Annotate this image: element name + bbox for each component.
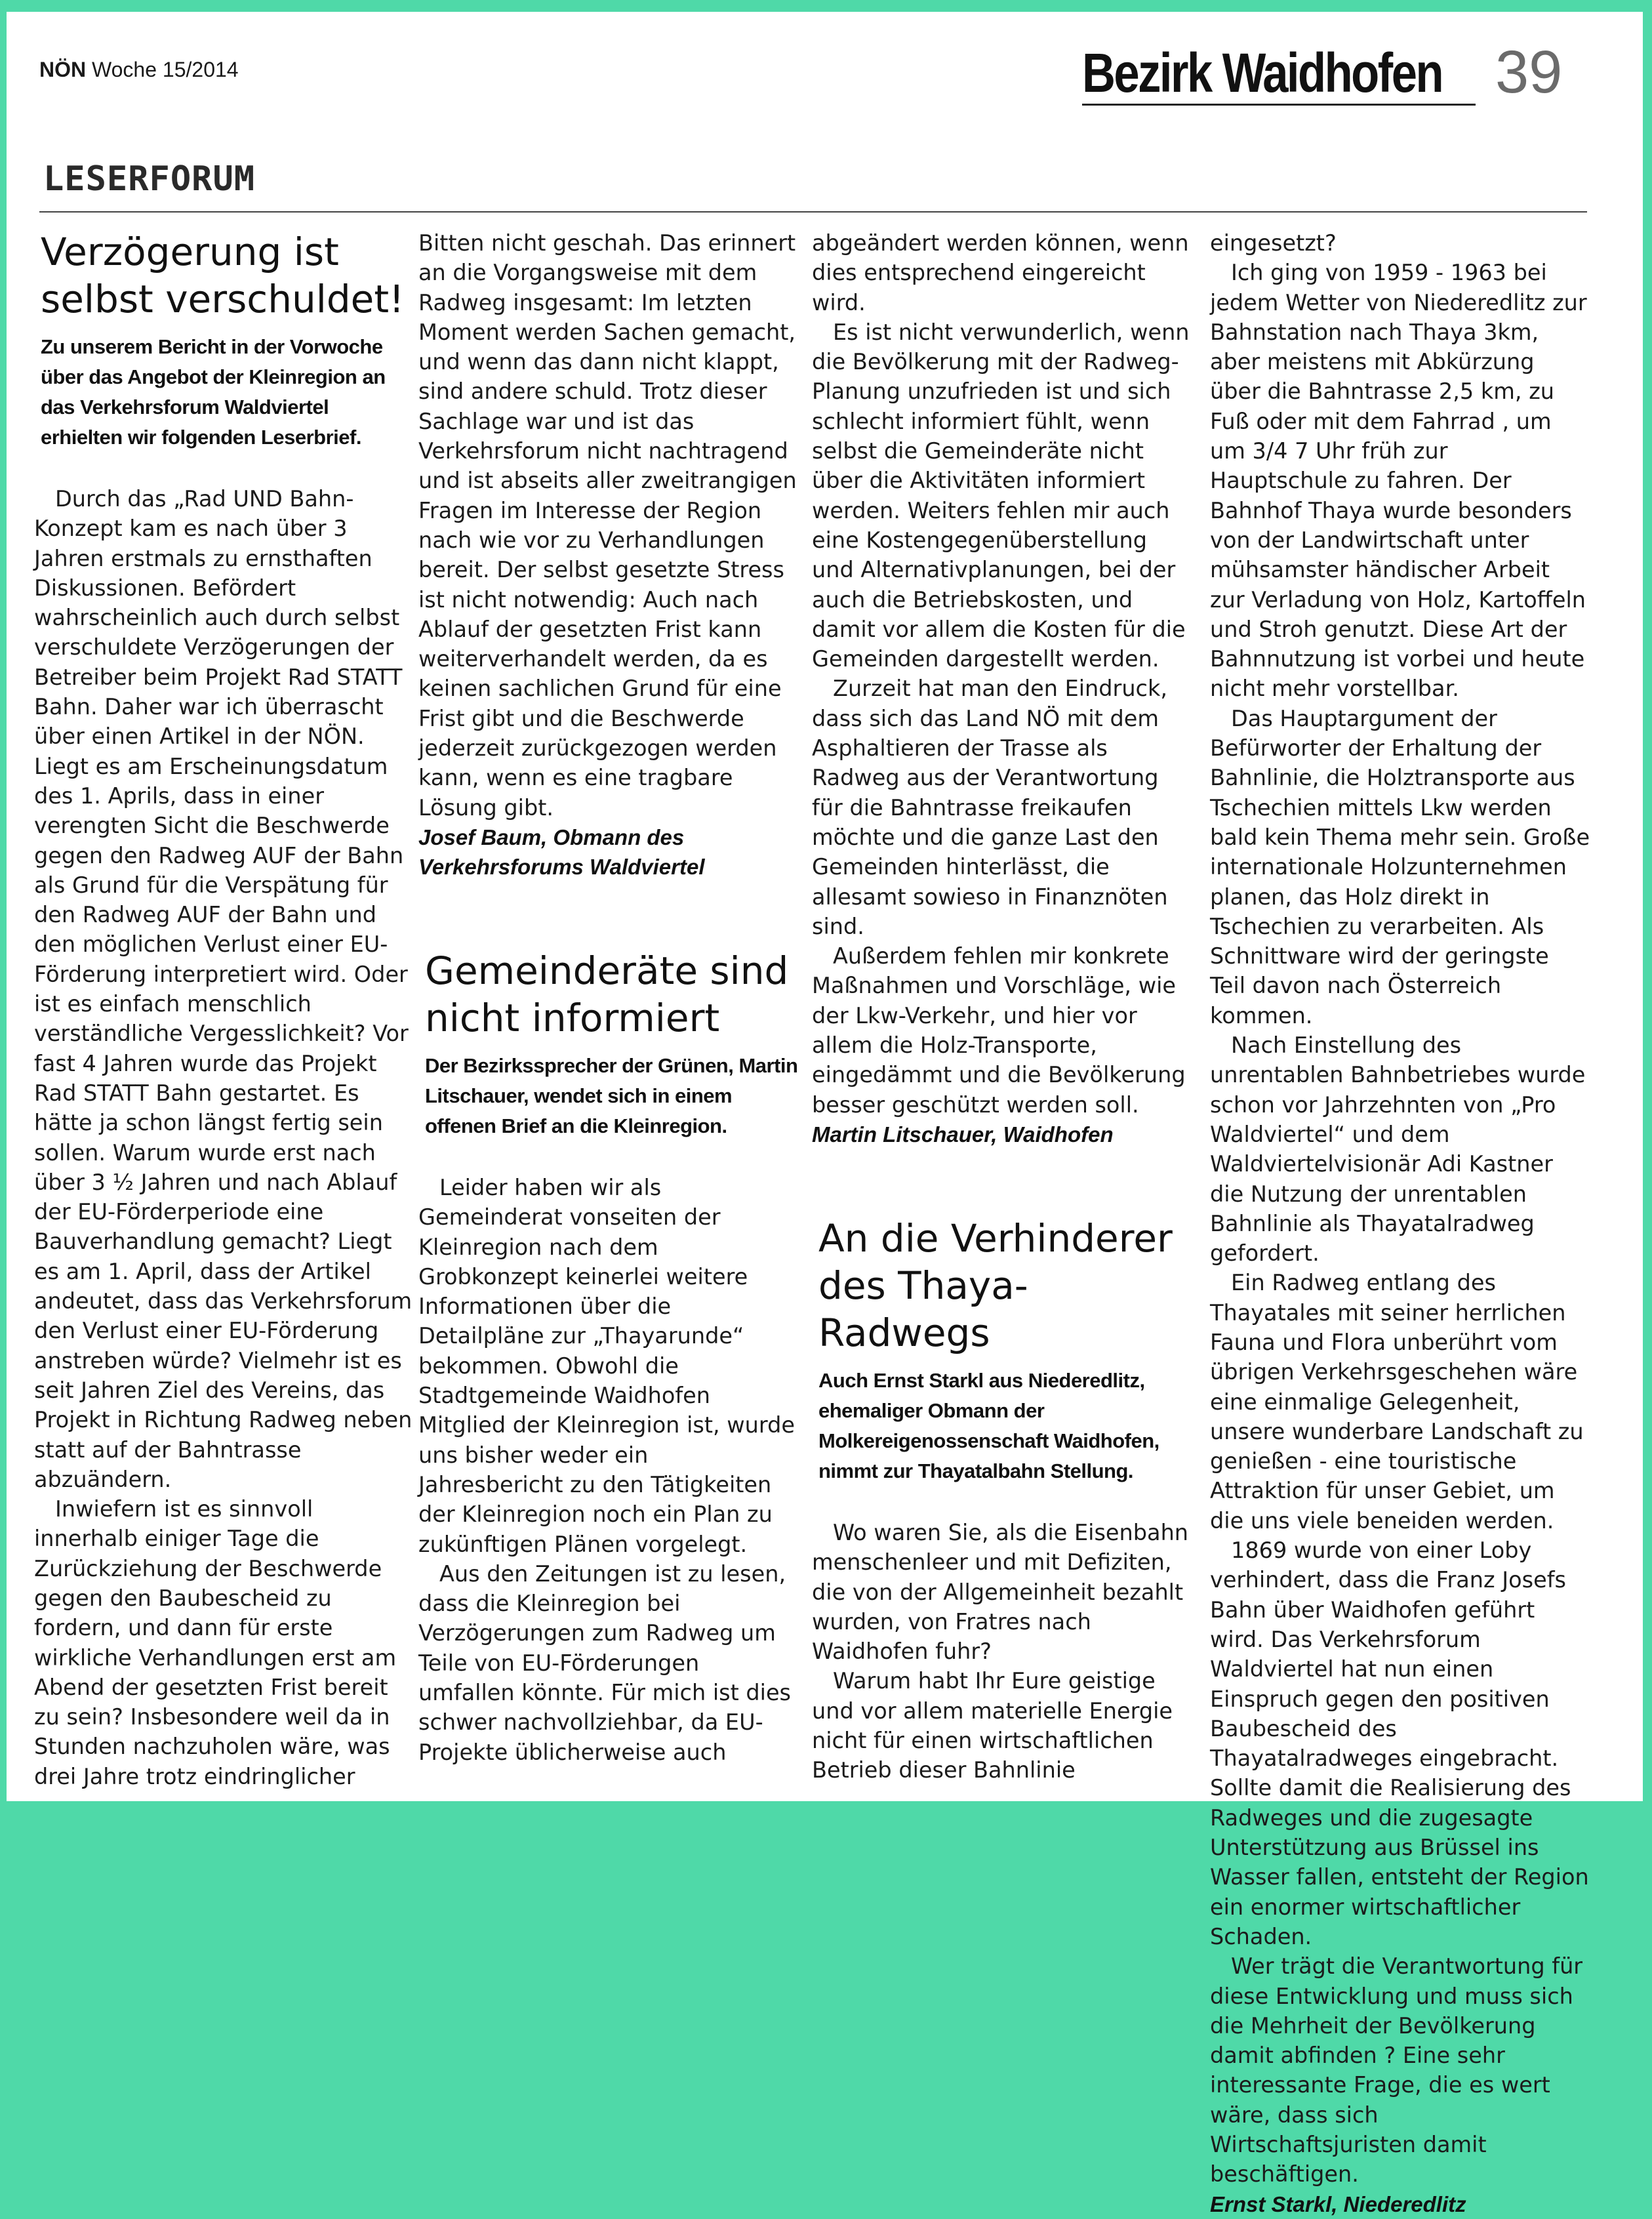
letter-gap xyxy=(418,882,799,947)
letter-2-paragraph: Leider haben wir als Gemeinderat vonseiten der Kleinregion nach dem Grobkonzept keinerlei weitere Informationen über die Detailpläne zur „Thayarunde“ bekommen. Obwohl die Stadtgemeinde Waidhofen Mitglied der Kleinregion ist, wurde uns bisher weder ein Jahresbericht zu den Tätigkeiten der Kleinregion noch ein Plan zu zukünftigen Plänen vorgelegt. xyxy=(418,1174,795,1557)
letter-3-paragraph: 1869 wurde von einer Loby verhindert, dass die Franz Josefs Bahn über Waidhofen geführt wird. Das Verkehrsforum Waldviertel hat nun einen Einspruch gegen den positiven Baubescheid des Thayatalradweges eingebracht. Sollte damit die Realisierung des Radweges und die zugesagte Unterstützung aus Brüssel ins Wasser fallen, entsteht der Region ein enormer wirtschaftlicher Schaden. xyxy=(1210,1537,1589,1949)
letter-3-paragraph-continued: eingesetzt? xyxy=(1210,230,1337,256)
letter-1-intro: Zu unserem Bericht in der Vorwoche über das Angebot der Kleinregion an das Verkehrsforum Waldviertel erhielten wir folgenden Leserbrief. xyxy=(41,335,386,449)
column-4 xyxy=(1210,228,1590,2216)
letter-3-paragraph: Ich ging von 1959 - 1963 bei jedem Wetter von Niederedlitz zur Bahnstation nach Thaya 3km, aber meistens mit Abkürzung über die Bahntrasse 2,5 km, zu Fuß oder mit dem Fahrrad , um um 3/4 7 Uhr früh zur Hauptschule zu fahren. Der Bahnhof Thaya wurde besonders von der Landwirtschaft unter mühsamster händischer Arbeit zur Verladung von Holz, Kartoffeln und Stroh genutzt. Diese Art der Bahnnutzung ist vorbei und heute nicht mehr vorstellbar. xyxy=(1210,260,1587,702)
letter-2-paragraph: Es ist nicht verwunderlich, wenn die Bevölkerung mit der Radweg-Planung unzufrieden ist und sich schlecht informiert fühlt, wenn selbst die Gemeinderäte nicht über die Aktivitäten informiert werden. Weiters fehlen mir auch eine Kostengegenüberstellung und Alternativplanungen, bei der auch die Betriebskosten, und damit vor allem die Kosten für die Gemeinden dargestellt werden. xyxy=(812,319,1190,672)
letter-1-headline: Verzögerung ist selbst verschuldet! xyxy=(41,230,405,321)
page-number: 39 xyxy=(1495,39,1563,106)
issue-label: Woche 15/2014 xyxy=(92,58,239,81)
letter-1-paragraph-continued: Bitten nicht geschah. Das erinnert an die Vorgangsweise mit dem Radweg insgesamt: Im letzten Moment werden Sachen gemacht, und wenn das dann nicht klappt, sind andere schuld. Trotz dieser Sachlage war und ist das Verkehrsforum nicht nachtragend und ist abseits aller zweitrangigen Fragen im Interesse der Region nach wie vor zu Verhandlungen bereit. Der selbst gesetzte Stress ist nicht notwendig: Auch nach Ablauf der gesetzten Frist kann weiterverhandelt werden, da es keinen sachlichen Grund für eine Frist gibt und die Beschwerde jederzeit zurückgezogen werden kann, wenn es eine tragbare Lösung gibt. xyxy=(418,230,797,821)
section-title: Bezirk Waidhofen xyxy=(1082,42,1443,104)
letter-3-headline: An die Verhinderer des Thaya-Radwegs xyxy=(818,1215,1173,1355)
letter-gap xyxy=(812,1149,1192,1215)
letter-2-paragraph-continued: abgeändert werden können, wenn dies entsprechend eingereicht wird. xyxy=(812,230,1189,316)
letter-3-paragraph: Warum habt Ihr Eure geistige und vor allem materielle Energie nicht für einen wirtschaftlichen Betrieb dieser Bahnlinie xyxy=(812,1668,1173,1783)
forum-rule xyxy=(39,211,1587,213)
header-rule xyxy=(1082,104,1476,106)
letter-3-paragraph: Wer trägt die Verantwortung für diese Entwicklung und muss sich die Mehrheit der Bevölkerung damit abfinden ? Eine sehr interessante Frage, die es wert wäre, dass sich Wirtschaftsjuristen damit beschäftigen. xyxy=(1210,1953,1583,2188)
letter-2-signature: Martin Litschauer, Waidhofen xyxy=(812,1122,1114,1147)
letter-3-paragraph: Nach Einstellung des unrentablen Bahnbetriebes wurde schon vor Jahrzehnten von „Pro Waldviertel“ und dem Waldviertelvisionär Adi Kastner die Nutzung der unrentablen Bahnlinie als Thayatalradweg gefordert. xyxy=(1210,1032,1586,1267)
letter-2-intro: Der Bezirkssprecher der Grünen, Martin Litschauer, wendet sich in einem offenen Brief an die Kleinregion. xyxy=(425,1053,798,1137)
column-3 xyxy=(812,228,1192,1796)
letter-1-paragraph: Inwiefern ist es sinnvoll innerhalb einiger Tage die Zurückziehung der Beschwerde gegen den Baubescheid zu fordern, und dann für erste wirkliche Verhandlungen erst am Abend der gesetzten Frist bereit zu sein? Insbesondere weil da in Stunden nachzuholen wäre, was drei Jahre trotz eindringlicher xyxy=(34,1496,397,1789)
letter-2-headline: Gemeinderäte sind nicht informiert xyxy=(425,948,789,1040)
forum-label: LESERFORUM xyxy=(43,159,256,199)
letter-3-paragraph: Das Hauptargument der Befürworter der Erhaltung der Bahnlinie, die Holztransporte aus Tschechien mittels Lkw werden bald kein Thema mehr sein. Große internationale Holzunternehmen planen, das Holz direkt in Tschechien zu verarbeiten. Als Schnittware wird der geringste Teil davon nach Österreich kommen. xyxy=(1210,705,1590,1028)
letter-2-paragraph: Zurzeit hat man den Eindruck, dass sich das Land NÖ mit dem Asphaltieren der Trasse als Radweg aus der Verantwortung für die Bahntrasse freikaufen möchte und die ganze Last den Gemeinden hinterlässt, die allesamt sowieso in Finanznöten sind. xyxy=(812,676,1168,939)
letter-1-signature: Josef Baum, Obmann des Verkehrsforums Waldviertel xyxy=(418,824,705,879)
letter-1-paragraph: Durch das „Rad UND Bahn-Konzept kam es nach über 3 Jahren erstmals zu ernsthaften Diskussionen. Befördert wahrscheinlich auch durch selbst verschuldete Verzögerungen der Betreiber beim Projekt Rad STATT Bahn. Daher war ich überrascht über einen Artikel in der NÖN. Liegt es am Erscheinungsdatum des 1. Aprils, dass in einer verengten Sicht die Beschwerde gegen den Radweg AUF der Bahn als Grund für die Verspätung für den Radweg AUF der Bahn und den möglichen Verlust einer EU-Förderung interpretiert wird. Oder ist es einfach menschlich verständliche Vergesslichkeit? Vor fast 4 Jahren wurde das Projekt Rad STATT Bahn gestartet. Es hätte ja schon längst fertig sein sollen. Warum wurde erst nach über 3 ½ Jahren und nach Ablauf der EU-Förderperiode eine Bauverhandlung gemacht? Liegt es am 1. April, dass der Artikel andeutet, dass das Verkehrsforum den Verlust einer EU-Förderung anstreben würde? Vielmehr ist es seit Jahren Ziel des Vereins, das Projekt in Richtung Radweg neben statt auf der Bahntrasse abzuändern. xyxy=(34,486,413,1492)
letter-3-intro: Auch Ernst Starkl aus Niederedlitz, ehemaliger Obmann der Molkereigenossenschaft Waidhofen, nimmt zur Thayatalbahn Stellung. xyxy=(818,1368,1159,1482)
letter-3-paragraph: Wo waren Sie, als die Eisenbahn menschenleer und mit Defiziten, die von der Allgemeinheit bezahlt wurden, von Fratres nach Waidhofen fuhr? xyxy=(812,1519,1189,1665)
letter-2-paragraph: Aus den Zeitungen ist zu lesen, dass die Kleinregion bei Verzögerungen zum Radweg um Teile von EU-Förderungen umfallen könnte. Für mich ist dies schwer nachvollziehbar, da EU-Projekte üblicherweise auch xyxy=(418,1560,792,1765)
column-2 xyxy=(418,228,799,1796)
letter-3-paragraph: Ein Radweg entlang des Thayatales mit seiner herrlichen Fauna und Flora unberührt vom übrigen Verkehrsgeschehen wäre eine einmalige Gelegenheit, unsere wunderbare Landschaft zu genießen - eine touristische Attraktion für unser Gebiet, um die uns viele beneiden werden. xyxy=(1210,1270,1584,1534)
brand-name: NÖN xyxy=(39,58,87,81)
letter-2-paragraph: Außerdem fehlen mir konkrete Maßnahmen und Vorschläge, wie der Lkw-Verkehr, und hier vor allem die Holz-Transporte, eingedämmt und die Bevölkerung besser geschützt werden soll. xyxy=(812,943,1186,1118)
letter-3-signature: Ernst Starkl, Niederedlitz xyxy=(1210,2191,1466,2216)
masthead-issue xyxy=(39,58,239,82)
column-1 xyxy=(34,228,414,1796)
newspaper-page xyxy=(7,12,1643,2216)
